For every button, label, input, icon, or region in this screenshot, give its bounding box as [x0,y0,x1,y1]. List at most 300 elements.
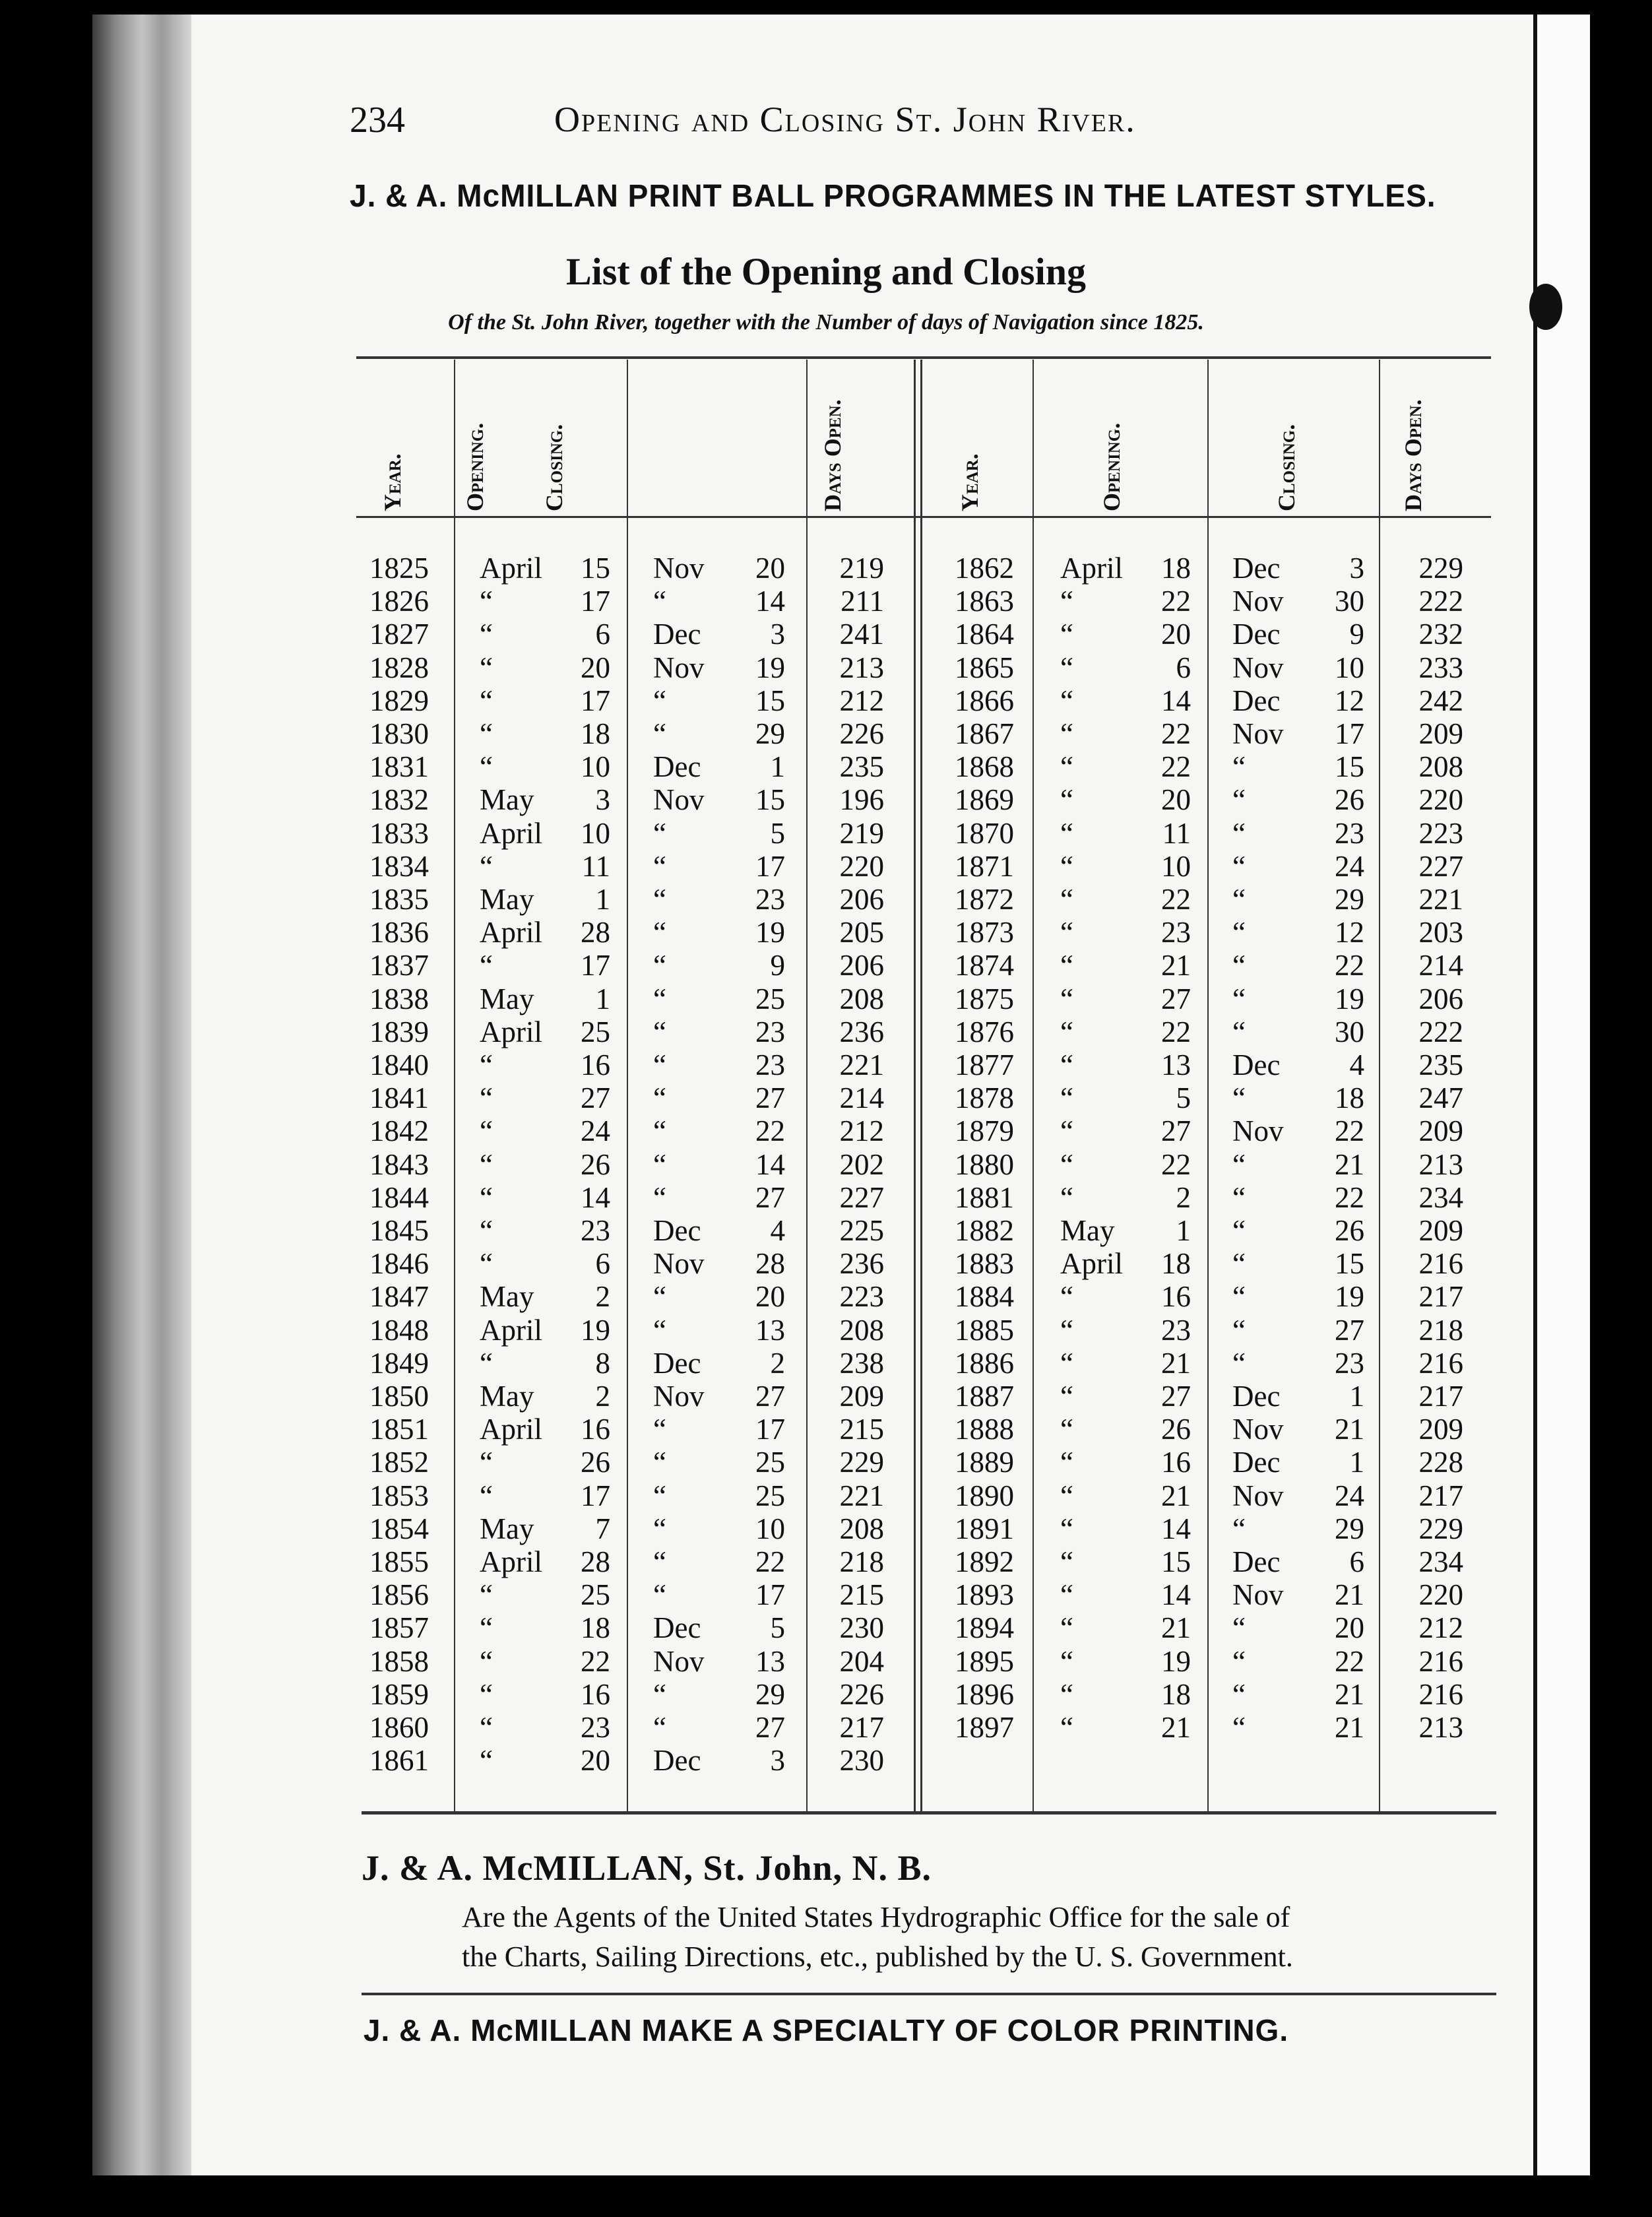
opening-month-cell: “ [1060,1611,1073,1645]
footer-description-line-2: the Charts, Sailing Directions, etc., published by the U. S. Government. [462,1941,1293,1973]
opening-month-cell: “ [1060,916,1073,949]
year-cell: 1828 [369,651,429,684]
days-open-cell: 213 [839,651,884,684]
closing-month-cell: “ [1232,1644,1246,1678]
closing-month-cell: Dec [653,1611,701,1645]
closing-month-cell: Nov [653,1380,705,1413]
closing-month-cell: Nov [653,783,705,817]
opening-day-cell: 23 [581,1214,610,1247]
days-open-cell: 227 [1418,849,1463,883]
opening-month-cell: “ [480,1048,493,1081]
opening-day-cell: 14 [581,1180,610,1214]
closing-day-cell: 22 [1335,1180,1364,1214]
year-cell: 1896 [955,1677,1014,1711]
opening-day-cell: 18 [1161,552,1191,585]
year-cell: 1842 [369,1114,429,1148]
closing-day-cell: 28 [755,1247,785,1281]
closing-month-cell: “ [653,1446,666,1479]
opening-month-cell: “ [1060,1114,1073,1148]
year-cell: 1831 [369,750,429,784]
days-open-cell: 233 [1418,651,1463,684]
opening-month-cell: “ [1060,1015,1073,1048]
opening-day-cell: 22 [1161,717,1191,750]
year-cell: 1882 [955,1214,1014,1247]
table-column-divider [1032,360,1034,1811]
opening-month-cell: “ [480,684,493,717]
opening-month-cell: “ [480,1180,493,1214]
year-cell: 1870 [955,816,1014,850]
opening-day-cell: 1 [1176,1214,1191,1247]
days-open-cell: 214 [1418,949,1463,982]
opening-day-cell: 19 [1161,1644,1191,1678]
closing-day-cell: 10 [755,1512,785,1545]
closing-day-cell: 17 [755,849,785,883]
year-cell: 1835 [369,883,429,916]
year-cell: 1827 [369,618,429,651]
closing-day-cell: 23 [755,1048,785,1081]
opening-day-cell: 16 [581,1048,610,1081]
closing-month-cell: “ [1232,1081,1246,1115]
closing-day-cell: 15 [755,783,785,817]
closing-day-cell: 21 [1335,1147,1364,1181]
days-open-cell: 208 [839,1512,884,1545]
running-head: Opening and Closing St. John River. [554,100,1136,139]
opening-month-cell: “ [480,585,493,618]
days-open-cell: 242 [1418,684,1463,717]
closing-month-cell: “ [653,684,666,717]
closing-month-cell: “ [1232,1611,1246,1645]
closing-month-cell: “ [653,1512,666,1545]
closing-day-cell: 24 [1335,1479,1364,1512]
closing-month-cell: “ [653,883,666,916]
opening-month-cell: “ [1060,1512,1073,1545]
year-cell: 1851 [369,1413,429,1446]
year-cell: 1877 [955,1048,1014,1081]
closing-day-cell: 27 [755,1180,785,1214]
year-cell: 1830 [369,717,429,750]
opening-month-cell: “ [1060,1578,1073,1612]
year-cell: 1838 [369,982,429,1015]
closing-day-cell: 20 [755,1280,785,1314]
opening-day-cell: 21 [1161,1479,1191,1512]
year-cell: 1876 [955,1015,1014,1048]
closing-month-cell: Dec [1232,1446,1281,1479]
opening-month-cell: “ [480,1578,493,1612]
opening-month-cell: “ [480,1744,493,1778]
opening-month-cell: “ [480,1644,493,1678]
year-cell: 1869 [955,783,1014,817]
opening-month-cell: “ [480,651,493,684]
closing-month-cell: Nov [1232,1578,1284,1612]
opening-day-cell: 27 [1161,1114,1191,1148]
year-cell: 1890 [955,1479,1014,1512]
year-cell: 1895 [955,1644,1014,1678]
closing-month-cell: “ [653,849,666,883]
opening-month-cell: “ [1060,1413,1073,1446]
year-cell: 1891 [955,1512,1014,1545]
table-title: List of the Opening and Closing [565,250,1086,293]
days-open-cell: 220 [839,849,884,883]
closing-month-cell: Dec [1232,1380,1281,1413]
closing-month-cell: “ [1232,1015,1246,1048]
days-open-cell: 229 [1418,1512,1463,1545]
closing-month-cell: Nov [1232,1413,1284,1446]
closing-day-cell: 10 [1335,651,1364,684]
closing-day-cell: 12 [1335,684,1364,717]
year-cell: 1825 [369,552,429,585]
opening-day-cell: 2 [1176,1180,1191,1214]
opening-month-cell: “ [1060,618,1073,651]
opening-month-cell: “ [1060,1479,1073,1512]
days-open-cell: 222 [1418,1015,1463,1048]
opening-month-cell: “ [1060,1313,1073,1347]
days-open-cell: 196 [839,783,884,817]
opening-month-cell: “ [480,1677,493,1711]
year-cell: 1883 [955,1247,1014,1281]
closing-month-cell: “ [653,1545,666,1578]
days-open-cell: 221 [839,1048,884,1081]
opening-day-cell: 26 [581,1147,610,1181]
opening-month-cell: April [1060,552,1123,585]
opening-day-cell: 26 [1161,1413,1191,1446]
days-open-cell: 205 [839,916,884,949]
closing-month-cell: “ [653,1114,666,1148]
year-cell: 1893 [955,1578,1014,1612]
opening-day-cell: 16 [581,1677,610,1711]
closing-day-cell: 21 [1335,1677,1364,1711]
opening-day-cell: 26 [581,1446,610,1479]
days-open-cell: 209 [1418,1413,1463,1446]
closing-month-cell: Nov [1232,1114,1284,1148]
opening-month-cell: “ [1060,883,1073,916]
closing-month-cell: Dec [653,750,701,784]
opening-month-cell: April [480,1015,542,1048]
year-cell: 1861 [369,1744,429,1778]
year-cell: 1862 [955,552,1014,585]
opening-month-cell: “ [1060,1081,1073,1115]
year-cell: 1841 [369,1081,429,1115]
days-open-cell: 217 [1418,1280,1463,1314]
year-cell: 1856 [369,1578,429,1612]
closing-day-cell: 29 [755,717,785,750]
closing-day-cell: 25 [755,1479,785,1512]
year-cell: 1848 [369,1313,429,1347]
days-open-cell: 219 [839,816,884,850]
year-cell: 1872 [955,883,1014,916]
days-open-cell: 216 [1418,1247,1463,1281]
column-header: Days Open. [819,399,846,511]
closing-day-cell: 9 [770,949,785,982]
opening-day-cell: 22 [581,1644,610,1678]
year-cell: 1858 [369,1644,429,1678]
closing-day-cell: 13 [755,1644,785,1678]
opening-day-cell: 16 [1161,1446,1191,1479]
column-header: Closing. [1273,424,1300,511]
year-cell: 1875 [955,982,1014,1015]
opening-day-cell: 1 [595,883,610,916]
closing-day-cell: 14 [755,585,785,618]
closing-day-cell: 6 [1349,1545,1364,1578]
closing-month-cell: “ [1232,1180,1246,1214]
year-cell: 1832 [369,783,429,817]
closing-day-cell: 13 [755,1313,785,1347]
table-column-divider [1379,360,1380,1811]
closing-month-cell: “ [1232,1280,1246,1314]
days-open-cell: 215 [839,1413,884,1446]
days-open-cell: 229 [1418,552,1463,585]
days-open-cell: 236 [839,1015,884,1048]
opening-day-cell: 16 [1161,1280,1191,1314]
table-column-divider [454,360,455,1811]
closing-month-cell: “ [1232,849,1246,883]
opening-month-cell: “ [1060,816,1073,850]
days-open-cell: 204 [839,1644,884,1678]
opening-month-cell: “ [480,750,493,784]
year-cell: 1826 [369,585,429,618]
closing-month-cell: “ [1232,1512,1246,1545]
closing-month-cell: “ [653,916,666,949]
days-open-cell: 230 [839,1744,884,1778]
opening-month-cell: “ [1060,1380,1073,1413]
table-column-divider [627,360,628,1811]
closing-month-cell: “ [653,1711,666,1744]
closing-day-cell: 26 [1335,1214,1364,1247]
closing-month-cell: Nov [653,552,705,585]
table-column-divider [914,360,916,1811]
closing-day-cell: 22 [755,1545,785,1578]
opening-month-cell: April [480,1545,542,1578]
closing-month-cell: “ [653,1479,666,1512]
closing-day-cell: 22 [1335,1114,1364,1148]
closing-day-cell: 17 [755,1578,785,1612]
closing-month-cell: “ [1232,883,1246,916]
days-open-cell: 247 [1418,1081,1463,1115]
closing-month-cell: “ [1232,750,1246,784]
closing-month-cell: “ [1232,916,1246,949]
days-open-cell: 208 [1418,750,1463,784]
closing-month-cell: “ [1232,1313,1246,1347]
closing-day-cell: 30 [1335,585,1364,618]
column-header: Closing. [541,424,567,511]
closing-day-cell: 3 [770,1744,785,1778]
opening-day-cell: 18 [581,717,610,750]
opening-day-cell: 19 [581,1313,610,1347]
days-open-cell: 217 [1418,1380,1463,1413]
opening-day-cell: 17 [581,585,610,618]
days-open-cell: 235 [839,750,884,784]
opening-month-cell: “ [1060,1711,1073,1744]
opening-month-cell: “ [1060,651,1073,684]
days-open-cell: 234 [1418,1180,1463,1214]
opening-month-cell: “ [1060,1147,1073,1181]
year-cell: 1854 [369,1512,429,1545]
year-cell: 1879 [955,1114,1014,1148]
opening-day-cell: 10 [581,750,610,784]
closing-day-cell: 23 [755,883,785,916]
closing-day-cell: 22 [1335,949,1364,982]
opening-month-cell: “ [1060,949,1073,982]
opening-day-cell: 17 [581,1479,610,1512]
closing-month-cell: “ [653,1413,666,1446]
opening-month-cell: “ [480,1247,493,1281]
year-cell: 1897 [955,1711,1014,1744]
opening-day-cell: 5 [1176,1081,1191,1115]
opening-month-cell: “ [1060,1180,1073,1214]
days-open-cell: 222 [1418,585,1463,618]
opening-day-cell: 16 [581,1413,610,1446]
opening-day-cell: 18 [1161,1677,1191,1711]
closing-day-cell: 26 [1335,783,1364,817]
opening-day-cell: 15 [581,552,610,585]
opening-month-cell: “ [480,1147,493,1181]
year-cell: 1886 [955,1346,1014,1380]
days-open-cell: 225 [839,1214,884,1247]
closing-day-cell: 3 [1349,552,1364,585]
opening-month-cell: “ [1060,1677,1073,1711]
opening-day-cell: 21 [1161,949,1191,982]
closing-month-cell: “ [1232,1147,1246,1181]
year-cell: 1857 [369,1611,429,1645]
days-open-cell: 203 [1418,916,1463,949]
days-open-cell: 218 [839,1545,884,1578]
closing-month-cell: “ [653,1015,666,1048]
year-cell: 1866 [955,684,1014,717]
closing-month-cell: “ [653,1313,666,1347]
table-column-divider [1207,360,1209,1811]
closing-day-cell: 3 [770,618,785,651]
closing-month-cell: Dec [653,1214,701,1247]
opening-month-cell: “ [1060,982,1073,1015]
opening-day-cell: 6 [595,618,610,651]
table-column-divider [920,360,922,1811]
opening-day-cell: 1 [595,982,610,1015]
opening-month-cell: “ [480,618,493,651]
closing-month-cell: “ [1232,982,1246,1015]
closing-day-cell: 27 [755,1380,785,1413]
days-open-cell: 206 [1418,982,1463,1015]
footer-description-line-1: Are the Agents of the United States Hydrographic Office for the sale of [462,1901,1290,1933]
closing-month-cell: “ [1232,783,1246,817]
year-cell: 1849 [369,1346,429,1380]
days-open-cell: 216 [1418,1644,1463,1678]
closing-day-cell: 27 [755,1081,785,1115]
opening-month-cell: “ [1060,1545,1073,1578]
days-open-cell: 212 [839,1114,884,1148]
closing-day-cell: 5 [770,816,785,850]
year-cell: 1843 [369,1147,429,1181]
year-cell: 1839 [369,1015,429,1048]
opening-day-cell: 10 [581,816,610,850]
closing-month-cell: “ [653,1048,666,1081]
year-cell: 1889 [955,1446,1014,1479]
opening-day-cell: 22 [1161,750,1191,784]
opening-month-cell: “ [480,949,493,982]
closing-day-cell: 30 [1335,1015,1364,1048]
closing-day-cell: 15 [1335,750,1364,784]
days-open-cell: 208 [839,982,884,1015]
closing-day-cell: 19 [1335,982,1364,1015]
closing-day-cell: 21 [1335,1578,1364,1612]
closing-day-cell: 4 [1349,1048,1364,1081]
opening-day-cell: 21 [1161,1711,1191,1744]
days-open-cell: 209 [839,1380,884,1413]
opening-day-cell: 23 [581,1711,610,1744]
closing-day-cell: 21 [1335,1413,1364,1446]
closing-month-cell: “ [653,1280,666,1314]
closing-month-cell: “ [1232,1214,1246,1247]
year-cell: 1873 [955,916,1014,949]
opening-month-cell: April [480,816,542,850]
opening-day-cell: 14 [1161,684,1191,717]
closing-day-cell: 1 [1349,1380,1364,1413]
opening-day-cell: 2 [595,1280,610,1314]
days-open-cell: 232 [1418,618,1463,651]
closing-day-cell: 9 [1349,618,1364,651]
closing-day-cell: 2 [770,1346,785,1380]
year-cell: 1859 [369,1677,429,1711]
opening-month-cell: “ [1060,1346,1073,1380]
opening-day-cell: 3 [595,783,610,817]
opening-day-cell: 6 [595,1247,610,1281]
opening-day-cell: 27 [1161,982,1191,1015]
closing-month-cell: Nov [653,651,705,684]
days-open-cell: 206 [839,883,884,916]
closing-day-cell: 19 [755,916,785,949]
column-header: Year. [379,453,406,511]
opening-month-cell: “ [1060,585,1073,618]
days-open-cell: 218 [1418,1313,1463,1347]
days-open-cell: 220 [1418,783,1463,817]
opening-day-cell: 7 [595,1512,610,1545]
opening-month-cell: “ [1060,783,1073,817]
year-cell: 1840 [369,1048,429,1081]
opening-month-cell: April [480,1313,542,1347]
opening-month-cell: April [480,552,542,585]
opening-month-cell: “ [480,1479,493,1512]
footer-company-name: J. & A. McMILLAN, St. John, N. B. [362,1848,932,1888]
opening-month-cell: “ [1060,1644,1073,1678]
days-open-cell: 226 [839,1677,884,1711]
opening-month-cell: May [480,1512,534,1545]
year-cell: 1834 [369,849,429,883]
closing-day-cell: 5 [770,1611,785,1645]
closing-day-cell: 29 [1335,1512,1364,1545]
year-cell: 1871 [955,849,1014,883]
opening-month-cell: May [1060,1214,1115,1247]
page-number: 234 [350,100,405,141]
closing-day-cell: 27 [1335,1313,1364,1347]
opening-month-cell: May [480,1380,534,1413]
opening-month-cell: “ [1060,684,1073,717]
closing-day-cell: 23 [1335,1346,1364,1380]
days-open-cell: 212 [839,684,884,717]
opening-month-cell: May [480,883,534,916]
closing-month-cell: Dec [1232,1545,1281,1578]
closing-month-cell: “ [1232,949,1246,982]
closing-day-cell: 17 [755,1413,785,1446]
opening-month-cell: “ [1060,1280,1073,1314]
opening-day-cell: 20 [581,1744,610,1778]
days-open-cell: 213 [1418,1147,1463,1181]
year-cell: 1894 [955,1611,1014,1645]
closing-month-cell: Nov [1232,585,1284,618]
opening-day-cell: 27 [581,1081,610,1115]
column-header: Year. [957,453,983,511]
year-cell: 1853 [369,1479,429,1512]
year-cell: 1847 [369,1280,429,1314]
days-open-cell: 206 [839,949,884,982]
days-open-cell: 217 [839,1711,884,1744]
